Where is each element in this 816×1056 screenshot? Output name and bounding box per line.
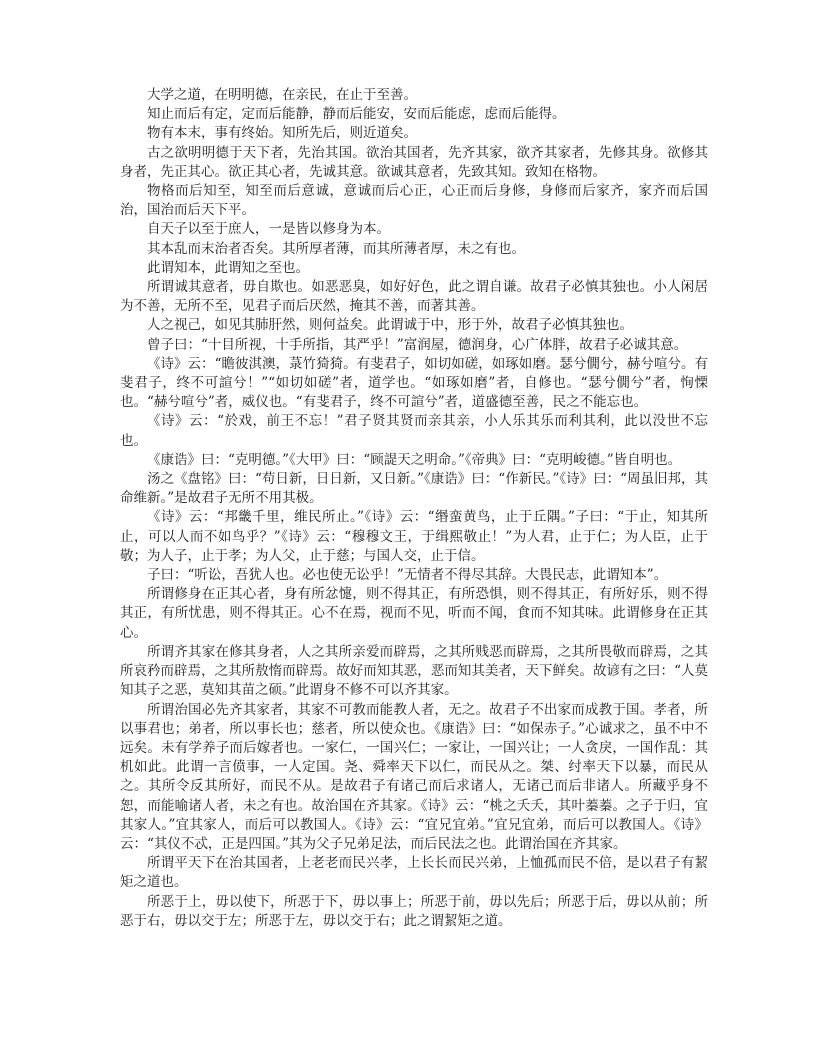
paragraph: 所谓修身在正其心者，身有所忿懥，则不得其正，有所恐惧，则不得其正，有所好乐，则不得其正，有所忧患，则不得其正。心不在焉，视而不见，听而不闻，食而不知其味。此谓修身在正其心。 bbox=[120, 586, 708, 641]
paragraph: 汤之《盘铭》曰：“苟日新，日日新，又日新。”《康诰》曰：“作新民。”《诗》曰：“周虽旧邦，其命维新。”是故君子无所不用其极。 bbox=[120, 471, 709, 507]
paragraph: 自天子以至于庶人，一是皆以修身为本。 bbox=[147, 221, 390, 238]
paragraph: 《诗》云：“於戏，前王不忘！”君子贤其贤而亲其亲，小人乐其乐而利其利，此以没世不忘也。 bbox=[120, 413, 708, 449]
paragraph: 曾子曰：“十目所视，十手所指，其严乎！”富润屋，德润身，心广体胖，故君子必诚其意。 bbox=[147, 336, 688, 353]
paragraph: 大学之道，在明明德，在亲民，在止于至善。 bbox=[147, 87, 417, 103]
paragraph: 其本乱而末治者否矣。其所厚者薄，而其所薄者厚，未之有也。 bbox=[147, 240, 525, 257]
paragraph: 知止而后有定，定而后能静，静而后能安，安而后能虑，虑而后能得。 bbox=[147, 106, 566, 123]
paragraph: 《诗》云：“邦畿千里，维民所止。”《诗》云：“缗蛮黄鸟，止于丘隅。”子曰：“于止，知其所止，可以人而不如鸟乎？”《诗》云：“穆穆文王，于缉熙敬止！”为人君，止于仁；为人臣，止于敬；为人子，止于孝；为人父，止于慈；与国人交，止于信。 bbox=[120, 509, 708, 564]
paragraph: 所谓平天下在治其国者，上老老而民兴孝，上长长而民兴弟，上恤孤而民不倍，是以君子有絜矩之道也。 bbox=[120, 855, 708, 891]
paragraph: 所谓诚其意者，毋自欺也。如恶恶臭，如好好色，此之谓自谦。故君子必慎其独也。小人闲居为不善，无所不至，见君子而后厌然，掩其不善，而著其善。 bbox=[120, 279, 708, 315]
paragraph: 物有本末，事有终始。知所先后，则近道矣。 bbox=[147, 125, 417, 142]
paragraph: 所谓治国必先齐其家者，其家不可教而能教人者，无之。故君子不出家而成教于国。孝者，所以事君也；弟者，所以事长也；慈者，所以使众也。《康诰》曰：“如保赤子。”心诚求之，虽不中不远矣。未有学养子而后嫁者也。一家仁，一国兴仁；一家让，一国兴让；一人贪戾，一国作乱：其机如此。此谓一言偾事，一人定国。尧、舜率天下以仁，而民从之。桀、纣率天下以暴，而民从之。其所令反其所好，而民不从。是故君子有诸己而后求诸人，无诸己而后非诸人。所藏乎身不恕，而能喻诸人者，未之有也。故治国在齐其家。《诗》云：“桃之夭夭，其叶蓁蓁。之子于归，宜其家人。”宜其家人，而后可以教国人。《诗》云：“宜兄宜弟。”宜兄宜弟，而后可以教国人。《诗》云：“其仪不忒，正是四国。”其为父子兄弟足法，而后民法之也。此谓治国在齐其家。 bbox=[120, 701, 708, 852]
paragraph: 人之视己，如见其肺肝然，则何益矣。此谓诚于中，形于外，故君子必慎其独也。 bbox=[147, 317, 633, 334]
paragraph: 《诗》云：“瞻彼淇澳，菉竹猗猗。有斐君子，如切如磋，如琢如磨。瑟兮僩兮，赫兮喧兮。有斐君子，终不可諠兮！”“如切如磋”者，道学也。“如琢如磨”者，自修也。“瑟兮僩兮”者，恂慄也。“赫兮喧兮”者，威仪也。“有斐君子，终不可諠兮”者，道盛德至善，民之不能忘也。 bbox=[120, 355, 708, 411]
paragraph: 此谓知本，此谓知之至也。 bbox=[147, 259, 309, 276]
paragraph: 《康诰》曰：“克明德。”《大甲》曰：“顾諟天之明命。”《帝典》曰：“克明峻德。”皆自明也。 bbox=[147, 451, 682, 468]
paragraph: 所恶于上，毋以使下，所恶于下，毋以事上；所恶于前，毋以先后；所恶于后，毋以从前；所恶于右，毋以交于左；所恶于左，毋以交于右；此之谓絜矩之道。 bbox=[120, 893, 708, 929]
paragraph: 物格而后知至，知至而后意诚，意诚而后心正，心正而后身修，身修而后家齐，家齐而后国治，国治而后天下平。 bbox=[120, 183, 708, 219]
paragraph: 古之欲明明德于天下者，先治其国。欲治其国者，先齐其家，欲齐其家者，先修其身。欲修其身者，先正其心。欲正其心者，先诚其意。欲诚其意者，先致其知。致知在格物。 bbox=[120, 144, 708, 180]
paragraph: 子曰：“听讼，吾犹人也。必也使无讼乎！”无情者不得尽其辞。大畏民志，此谓知本”。 bbox=[147, 567, 668, 584]
paragraph: 所谓齐其家在修其身者，人之其所亲爱而辟焉，之其所贱恶而辟焉，之其所畏敬而辟焉，之其所哀矜而辟焉，之其所敖惰而辟焉。故好而知其恶，恶而知其美者，天下鲜矣。故谚有之曰：“人莫知其子之恶，莫知其苗之硕。”此谓身不修不可以齐其家。 bbox=[120, 643, 708, 699]
